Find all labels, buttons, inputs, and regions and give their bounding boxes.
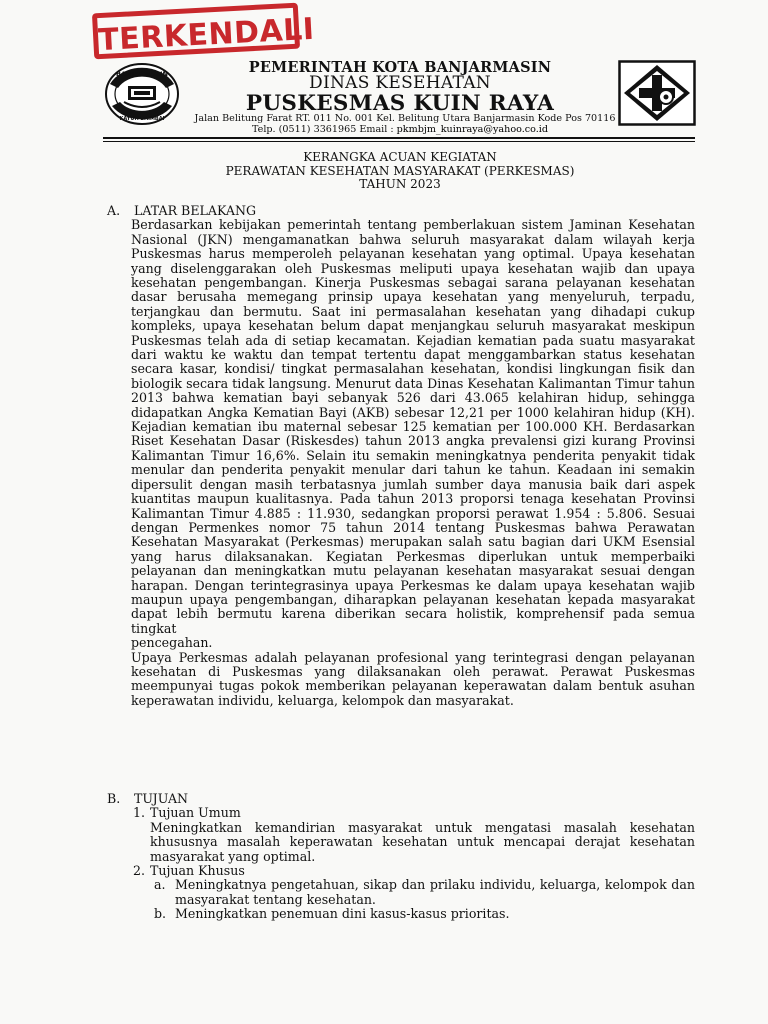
list-item-letter: b. [154,906,167,922]
list-item-letter: a. [154,877,166,893]
title-line-1: KERANGKA ACUAN KEGIATAN [303,150,497,164]
section-heading [103,204,695,218]
list-item [150,907,695,921]
subsection-number: 2. [133,863,146,879]
subsection-tujuan-umum [133,806,695,820]
list-item-text: Meningkatnya pengetahuan, sikap dan prilaku individu, keluarga, kelompok dan masyarakat tentang kesehatan. [175,877,695,907]
subsection-title: Tujuan Umum [150,805,241,821]
header-phone: Telp. (0511) 3361965 Email : [252,124,397,135]
title-line-3: TAHUN 2023 [359,177,441,191]
section-tujuan [103,792,695,922]
terkendali-stamp: TERKENDALI [92,3,300,60]
section-title: TUJUAN [134,791,189,806]
seal-bottom-text: KAYUH BAIMBAI [119,116,165,122]
header-contact [185,124,615,135]
section-letter: A. [107,203,121,218]
tujuan-umum-text: Meningkatkan kemandirian masyarakat untuk mengatasi masalah kesehatan khususnya masalah keperawatan kesehatan untuk mencapai derajat kesehatan masyarakat yang optimal. [150,819,695,864]
section-heading [103,792,695,806]
list-item-text: Meningkatkan penemuan dini kasus-kasus prioritas. [175,906,510,922]
header-puskesmas: PUSKESMAS KUIN RAYA [245,91,555,116]
background-paragraph-2: Upaya Perkesmas adalah pelayanan profesional yang terintegrasi dengan pelayanan kesehatan di Puskesmas yang dilaksanakan oleh perawat. Perawat Puskesmas meempunyai tugas pokok memberikan pelayanan keperawatan dalam bentuk asuhan keperawatan individu, keluarga, kelompok dan masyarakat. [131,649,695,708]
subsection-title: Tujuan Khusus [150,863,245,879]
title-line-2: PERAWATAN KESEHATAN MASYARAKAT (PERKESMAS) [225,163,575,178]
subsection-number: 1. [133,805,146,821]
header-email-link[interactable]: pkmbjm_kuinraya@yahoo.co.id [396,124,548,135]
background-paragraph-1-end: pencegahan. [131,635,213,651]
section-latar-belakang [103,204,695,708]
header-department: DINAS KESEHATAN [309,73,491,93]
section-title: LATAR BELAKANG [134,203,257,218]
subsection-tujuan-khusus [133,864,695,878]
banjarmasin-seal-icon [104,62,180,126]
header-rule-thick [103,137,695,139]
header-government: PEMERINTAH KOTA BANJARMASIN [248,59,552,76]
background-paragraph-1: Berdasarkan kebijakan pemerintah tentang pemberlakuan sistem Jaminan Kesehatan Nasional (JKN) mengamanatkan bahwa seluruh masyarakat dalam wilayah kerja Puskesmas harus memperoleh pelayanan kesehatan yang optimal. Upaya kesehatan yang diselenggarakan oleh Puskesmas meliputi upaya kesehatan wajib dan upaya kesehatan pengembangan. Kinerja Puskesmas sebagai sarana pelayanan kesehatan dasar berusaha memegang prinsip upaya kesehatan yang menyeluruh, terpadu, terjangkau dan bermutu. Saat ini permasalahan kesehatan yang dihadapi cukup kompleks, upaya kesehatan belum dapat menjangkau seluruh masyarakat meskipun Puskesmas telah ada di setiap kecamatan. Kejadian kematian pada suatu masyarakat dari waktu ke waktu dan tempat tertentu dapat menggambarkan status kesehatan secara kasar, kondisi/ tingkat permasalahan kesehatan, kondisi lingkungan fisik dan biologik secara tidak langsung. Menurut data Dinas Kesehatan Kalimantan Timur tahun 2013 bahwa kematian bayi sebanyak 526 dari 43.065 kelahiran hidup, sehingga didapatkan Angka Kematian Bayi (AKB) sebesar 12,21 per 1000 kelahiran hidup (KH). Kejadian kematian ibu maternal sebesar 125 kematian per 100.000 KH. Berdasarkan Riset Kesehatan Dasar (Riskesdes) tahun 2013 angka prevalensi gizi kurang Provinsi Kalimantan Timur 16,6%. Selain itu semakin meningkatnya penderita penyakit tidak menular dan penderita penyakit menular dari tahun ke tahun. Keadaan ini semakin dipersulit dengan masih terbatasnya jumlah sumber daya manusia baik dari aspek kuantitas maupun kualitasnya. Pada tahun 2013 proporsi tenaga kesehatan Provinsi Kalimantan Timur 4.885 : 11.930, sedangkan proporsi perawat 1.954 : 5.806. Sesuai dengan Permenkes nomor 75 tahun 2014 tentang Puskesmas bahwa Perawatan Kesehatan Masyarakat (Perkesmas) merupakan salah satu bagian dari UKM Esensial yang harus dilaksanakan. Kegiatan Perkesmas diperlukan untuk memperbaiki pelayanan dan meningkatkan mutu pelayanan kesehatan masyarakat sesuai dengan harapan. Dengan terintegrasinya upaya Perkesmas ke dalam upaya kesehatan wajib maupun upaya pengembangan, diharapkan pelayanan kesehatan kepada masyarakat dapat lebih bermutu karena diberikan secara holistik, komprehensif pada semua tingkat [131,217,695,636]
list-item [150,878,695,907]
section-letter: B. [107,791,121,806]
header-rule-thin [103,141,695,142]
puskesmas-cross-icon [618,60,696,126]
header-address: Jalan Belitung Farat RT. 011 No. 001 Kel. Belitung Utara Banjarmasin Kode Pos 70116 [194,113,616,124]
document-title [100,151,700,192]
seal-top-text: BANJARMASIN [116,70,168,78]
